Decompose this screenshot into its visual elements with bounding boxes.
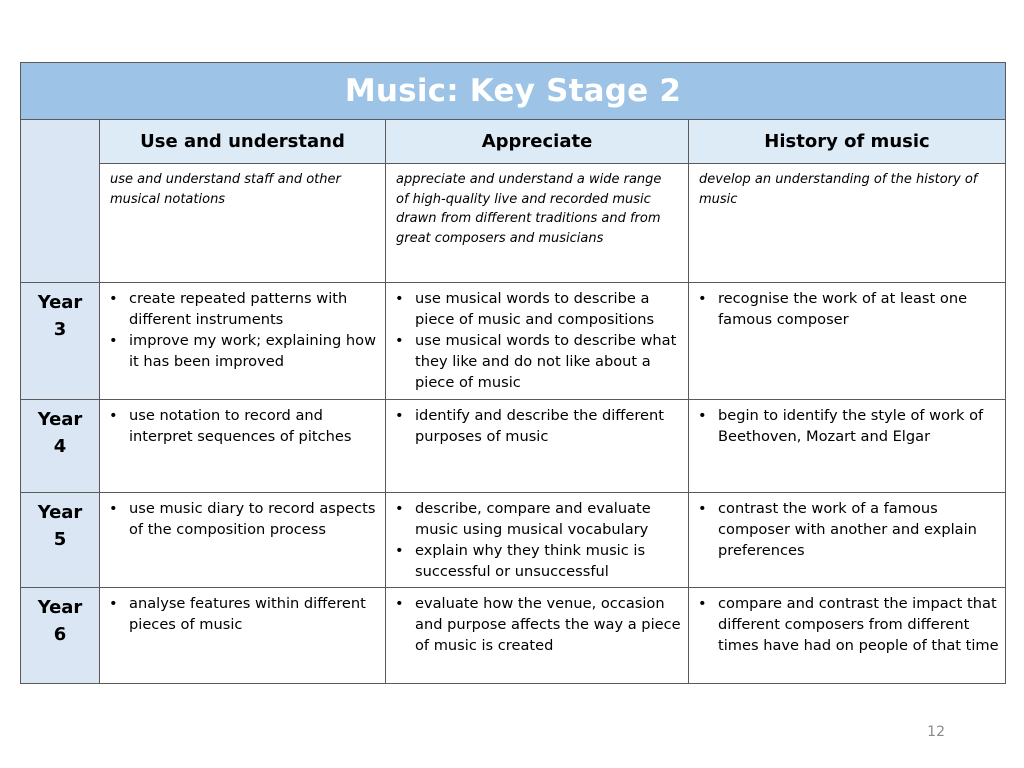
cell-appreciate bbox=[386, 400, 689, 493]
list-item-text: compare and contrast the impact that different composers from different times have had on people of that time bbox=[718, 595, 999, 654]
list-item-text: begin to identify the style of work of Beethoven, Mozart and Elgar bbox=[718, 407, 984, 445]
cell-use-and-understand bbox=[100, 283, 386, 400]
title-row bbox=[21, 63, 1006, 120]
bullet-icon: • bbox=[109, 332, 118, 349]
cell-appreciate bbox=[386, 493, 689, 588]
bullet-icon: • bbox=[395, 407, 404, 424]
list-item bbox=[394, 330, 682, 393]
cell-history-of-music bbox=[689, 400, 1006, 493]
page-number: 12 bbox=[927, 724, 945, 740]
cell-use-and-understand bbox=[100, 493, 386, 588]
description-appreciate: appreciate and understand a wide range of high-quality live and recorded music drawn from different traditions and from great composers and musicians bbox=[386, 164, 689, 283]
curriculum-table bbox=[20, 62, 1006, 684]
bullet-icon: • bbox=[109, 595, 118, 612]
year-number: 6 bbox=[53, 624, 67, 645]
list-item bbox=[697, 288, 999, 330]
list-item bbox=[108, 288, 379, 330]
list-item-text: evaluate how the venue, occasion and purpose affects the way a piece of music is created bbox=[415, 595, 681, 654]
cell-history-of-music bbox=[689, 588, 1006, 684]
list-item bbox=[697, 405, 999, 447]
list-item-text: use musical words to describe a piece of music and compositions bbox=[415, 290, 655, 328]
year-label-cell bbox=[21, 400, 100, 493]
list-item bbox=[394, 540, 682, 582]
list-item-text: use musical words to describe what they like and do not like about a piece of music bbox=[415, 332, 677, 391]
list-item-text: create repeated patterns with different instruments bbox=[129, 290, 348, 328]
corner-cell bbox=[21, 120, 100, 283]
heading-use-and-understand: Use and understand bbox=[100, 120, 386, 164]
column-heading-row bbox=[21, 120, 1006, 164]
year-rows bbox=[21, 283, 1006, 684]
year-label-cell bbox=[21, 283, 100, 400]
bullet-list bbox=[108, 405, 379, 447]
cell-use-and-understand bbox=[100, 588, 386, 684]
year-label: Year bbox=[37, 597, 83, 618]
list-item-text: describe, compare and evaluate music using musical vocabulary bbox=[415, 500, 651, 538]
list-item-text: contrast the work of a famous composer with another and explain preferences bbox=[718, 500, 977, 559]
list-item bbox=[108, 593, 379, 635]
list-item bbox=[394, 498, 682, 540]
bullet-list bbox=[394, 498, 682, 582]
list-item bbox=[108, 405, 379, 447]
bullet-list bbox=[697, 288, 999, 330]
list-item-text: recognise the work of at least one famous composer bbox=[718, 290, 968, 328]
cell-history-of-music bbox=[689, 283, 1006, 400]
bullet-list bbox=[108, 498, 379, 540]
year-number: 4 bbox=[53, 436, 67, 457]
description-row bbox=[21, 164, 1006, 283]
bullet-list bbox=[697, 405, 999, 447]
table-title: Music: Key Stage 2 bbox=[344, 73, 682, 109]
bullet-list bbox=[394, 288, 682, 393]
year-label-cell bbox=[21, 588, 100, 684]
cell-history-of-music bbox=[689, 493, 1006, 588]
bullet-list bbox=[108, 288, 379, 372]
list-item-text: explain why they think music is successful or unsuccessful bbox=[415, 542, 646, 580]
year-row bbox=[21, 588, 1006, 684]
bullet-icon: • bbox=[395, 332, 404, 349]
heading-appreciate: Appreciate bbox=[386, 120, 689, 164]
list-item bbox=[697, 498, 999, 561]
cell-appreciate bbox=[386, 588, 689, 684]
bullet-icon: • bbox=[395, 290, 404, 307]
year-row bbox=[21, 400, 1006, 493]
list-item bbox=[394, 405, 682, 447]
list-item-text: identify and describe the different purposes of music bbox=[415, 407, 664, 445]
year-label-cell bbox=[21, 493, 100, 588]
bullet-icon: • bbox=[395, 542, 404, 559]
year-number: 5 bbox=[53, 529, 67, 550]
bullet-icon: • bbox=[395, 595, 404, 612]
list-item-text: improve my work; explaining how it has been improved bbox=[129, 332, 377, 370]
bullet-list bbox=[108, 593, 379, 635]
bullet-icon: • bbox=[698, 500, 707, 517]
year-label: Year bbox=[37, 502, 83, 523]
bullet-icon: • bbox=[698, 290, 707, 307]
description-history-of-music: develop an understanding of the history of music bbox=[689, 164, 1006, 283]
bullet-icon: • bbox=[109, 407, 118, 424]
bullet-list bbox=[697, 498, 999, 561]
bullet-icon: • bbox=[109, 290, 118, 307]
list-item bbox=[394, 593, 682, 656]
year-number: 3 bbox=[53, 319, 67, 340]
year-row bbox=[21, 493, 1006, 588]
cell-use-and-understand bbox=[100, 400, 386, 493]
title-cell bbox=[21, 63, 1006, 120]
list-item bbox=[108, 498, 379, 540]
bullet-icon: • bbox=[395, 500, 404, 517]
list-item-text: use music diary to record aspects of the composition process bbox=[129, 500, 376, 538]
bullet-list bbox=[394, 593, 682, 656]
year-label: Year bbox=[37, 292, 83, 313]
description-use-and-understand: use and understand staff and other musical notations bbox=[100, 164, 386, 283]
bullet-list bbox=[697, 593, 999, 656]
bullet-icon: • bbox=[698, 407, 707, 424]
heading-history-of-music: History of music bbox=[689, 120, 1006, 164]
bullet-icon: • bbox=[698, 595, 707, 612]
list-item-text: use notation to record and interpret sequences of pitches bbox=[129, 407, 352, 445]
bullet-list bbox=[394, 405, 682, 447]
year-label: Year bbox=[37, 409, 83, 430]
list-item-text: analyse features within different pieces of music bbox=[129, 595, 366, 633]
bullet-icon: • bbox=[109, 500, 118, 517]
year-row bbox=[21, 283, 1006, 400]
cell-appreciate bbox=[386, 283, 689, 400]
list-item bbox=[394, 288, 682, 330]
list-item bbox=[108, 330, 379, 372]
list-item bbox=[697, 593, 999, 656]
